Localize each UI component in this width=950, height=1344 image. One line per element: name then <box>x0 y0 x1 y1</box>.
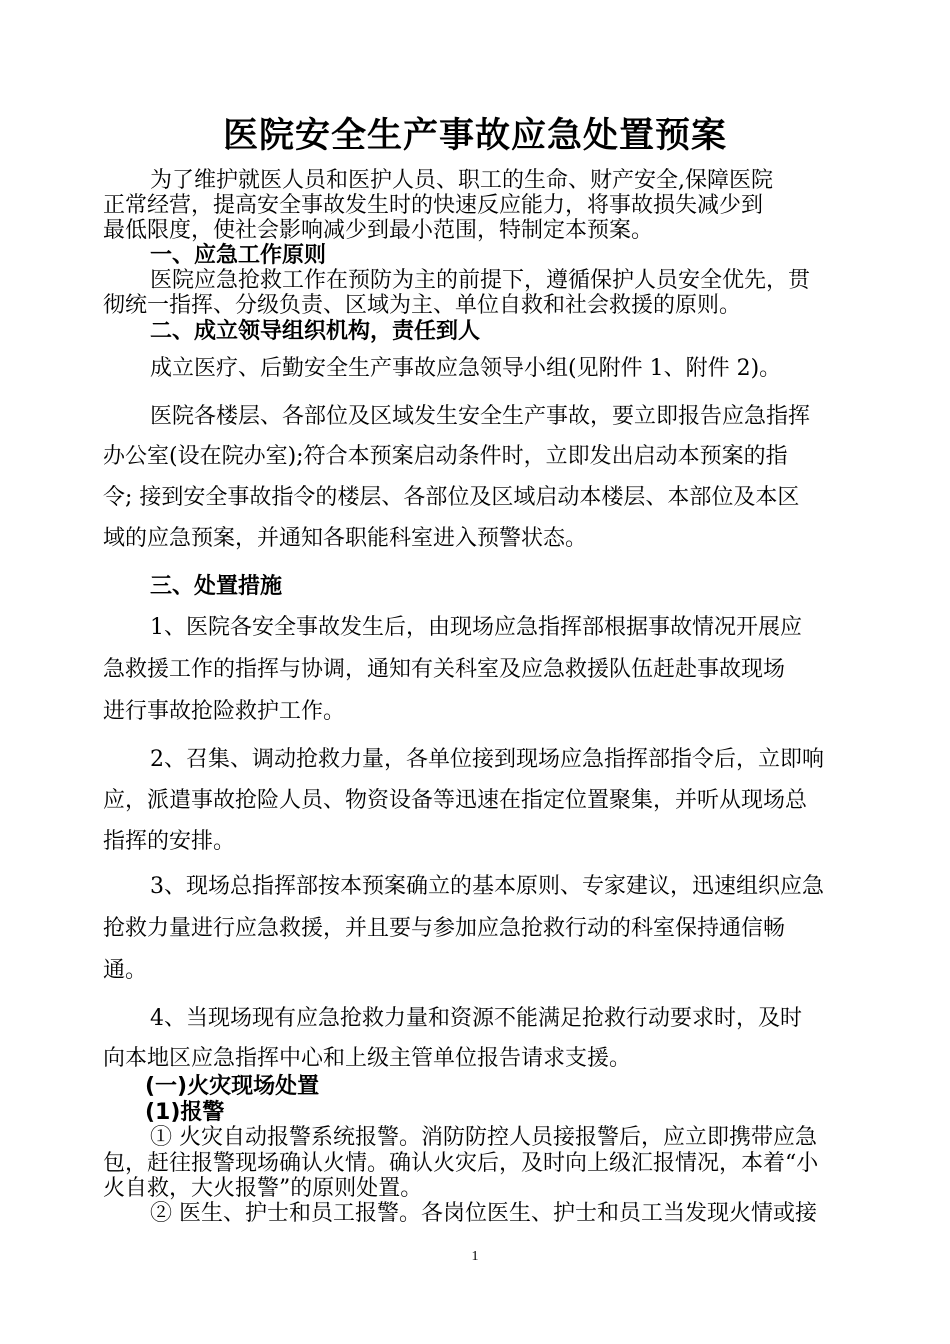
subsection-heading: (一)火灾现场处置 <box>145 1074 320 1099</box>
paragraph-line: 4、当现场现有应急抢救力量和资源不能满足抢救行动要求时，及时 <box>150 1006 802 1031</box>
section-heading: 三、处置措施 <box>150 574 283 599</box>
paragraph-line: 向本地区应急指挥中心和上级主管单位报告请求支援。 <box>103 1046 632 1071</box>
paragraph-line: 彻统一指挥、分级负责、区域为主、单位自救和社会救援的原则。 <box>103 293 742 318</box>
paragraph-line: 办公室(设在院办室);符合本预案启动条件时，立即发出启动本预案的指 <box>103 444 788 469</box>
section-heading: 二、成立领导组织机构，责任到人 <box>150 319 481 344</box>
paragraph-line: 3、现场总指挥部按本预案确立的基本原则、专家建议，迅速组织应急 <box>150 874 824 899</box>
subsection-heading: (1)报警 <box>145 1100 225 1125</box>
paragraph-line: 进行事故抢险救护工作。 <box>103 699 346 724</box>
paragraph-line: 医院应急抢救工作在预防为主的前提下，遵循保护人员安全优先，贯 <box>150 268 811 293</box>
paragraph-line: 应，派遣事故抢险人员、物资设备等迅速在指定位置聚集，并听从现场总 <box>103 788 808 813</box>
page-number: 1 <box>471 1249 479 1264</box>
paragraph-line: 指挥的安排。 <box>103 829 236 854</box>
paragraph-line: 包，赶往报警现场确认火情。确认火灾后，及时向上级汇报情况，本着“小 <box>103 1151 819 1176</box>
paragraph-line: 令; 接到安全事故指令的楼层、各部位及区域启动本楼层、本部位及本区 <box>103 485 800 510</box>
paragraph-line: 医院各楼层、各部位及区域发生安全生产事故，要立即报告应急指挥 <box>150 404 811 429</box>
intro-line: 最低限度，使社会影响减少到最小范围，特制定本预案。 <box>103 218 654 243</box>
paragraph-line: 域的应急预案，并通知各职能科室进入预警状态。 <box>103 526 588 551</box>
paragraph-line: ① 火灾自动报警系统报警。消防防控人员接报警后，应立即携带应急 <box>150 1125 817 1150</box>
paragraph-line: ② 医生、护士和员工报警。各岗位医生、护士和员工当发现火情或接 <box>150 1201 817 1226</box>
paragraph-line: 成立医疗、后勤安全生产事故应急领导小组(见附件 1、附件 2)。 <box>150 356 782 381</box>
page-title: 医院安全生产事故应急处置预案 <box>222 115 727 156</box>
section-heading: 一、应急工作原则 <box>150 243 327 268</box>
paragraph-line: 通。 <box>103 958 148 983</box>
paragraph-line: 火自救，大火报警”的原则处置。 <box>103 1176 423 1201</box>
intro-line: 为了维护就医人员和医护人员、职工的生命、财产安全,保障医院 <box>150 168 773 193</box>
intro-line: 正常经营，提高安全事故发生时的快速反应能力，将事故损失减少到 <box>103 193 764 218</box>
paragraph-line: 急救援工作的指挥与协调，通知有关科室及应急救援队伍赶赴事故现场 <box>103 657 786 682</box>
paragraph-line: 1、医院各安全事故发生后，由现场应急指挥部根据事故情况开展应 <box>150 615 802 640</box>
paragraph-line: 2、召集、调动抢救力量，各单位接到现场应急指挥部指令后，立即响 <box>150 747 824 772</box>
paragraph-line: 抢救力量进行应急救援，并且要与参加应急抢救行动的科室保持通信畅 <box>103 916 786 941</box>
